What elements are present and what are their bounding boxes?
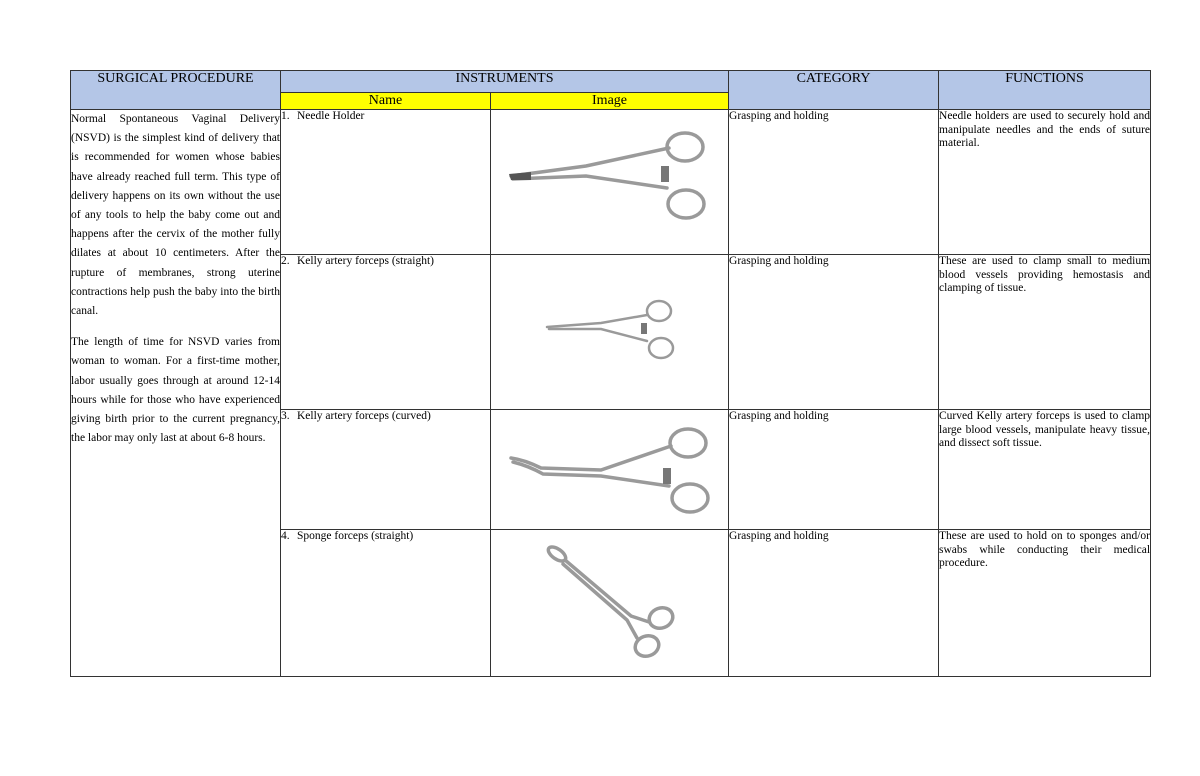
header-functions: FUNCTIONS [939, 71, 1151, 110]
needle-holder-ring-lower [668, 190, 704, 218]
needle-holder-ratchet [661, 166, 669, 182]
instrument-category: Grasping and holding [729, 110, 939, 255]
instrument-number: 3. [281, 410, 290, 422]
header-category: CATEGORY [729, 71, 939, 110]
sponge-forceps-ring-upper [646, 604, 675, 631]
instrument-name-cell [281, 110, 491, 255]
instrument-number: 2. [281, 255, 290, 267]
instrument-number: 1. [281, 110, 290, 122]
instrument-function: These are used to clamp small to medium blood vessels providing hemostasis and clamping of tissue. [939, 255, 1151, 410]
kelly-curved-image [491, 410, 729, 530]
needle-holder-tip [509, 172, 531, 180]
procedure-paragraph-1: Normal Spontaneous Vaginal Delivery (NSVD) is the simplest kind of delivery that is recommended for women whose babies have already reached full term. This type of delivery happens on its own without the use of any tools to help the baby come out and happens after the cervix of the mother fully dilates at about 10 centimeters. After the rupture of membranes, strong uterine contractions help push the baby into the birth canal. [71, 113, 280, 318]
instrument-image-cell [491, 255, 729, 410]
instrument-number: 4. [281, 530, 290, 542]
subheader-name: Name [281, 93, 491, 110]
kelly-straight-ratchet [641, 323, 647, 334]
instrument-category: Grasping and holding [729, 530, 939, 677]
kelly-curved-ratchet [663, 468, 671, 484]
header-surgical-procedure: SURGICAL PROCEDURE [71, 71, 281, 110]
kelly-straight-shank-upper [547, 315, 647, 327]
header-instruments: INSTRUMENTS [281, 71, 729, 93]
instrument-name-cell [281, 255, 491, 410]
instrument-category: Grasping and holding [729, 410, 939, 530]
kelly-curved-ring-lower [672, 484, 708, 512]
instrument-name: Kelly artery forceps (curved) [297, 410, 431, 422]
kelly-curved-shank-upper [511, 446, 671, 470]
kelly-straight-image [491, 255, 729, 410]
kelly-straight-shank-lower [549, 329, 647, 341]
instrument-image-cell [491, 110, 729, 255]
instrument-function: Needle holders are used to securely hold and manipulate needles and the ends of suture material. [939, 110, 1151, 255]
instrument-table [70, 70, 1151, 677]
kelly-straight-ring-upper [647, 301, 671, 321]
instrument-name: Kelly artery forceps (straight) [297, 255, 434, 267]
instrument-function: Curved Kelly artery forceps is used to clamp large blood vessels, manipulate heavy tissue, and dissect soft tissue. [939, 410, 1151, 530]
instrument-image-cell [491, 410, 729, 530]
instrument-function: These are used to hold on to sponges and/or swabs while conducting their medical procedure. [939, 530, 1151, 677]
subheader-image: Image [491, 93, 729, 110]
procedure-paragraph-2: The length of time for NSVD varies from woman to woman. For a first-time mother, labor usually goes through at around 12-14 hours while for those who have experienced giving birth prior to the current pregnancy, the labor may only last at about 6-8 hours. [71, 336, 280, 445]
sponge-forceps-shank-upper [565, 560, 649, 622]
sponge-forceps-shank-lower [563, 564, 637, 638]
needle-holder-image [491, 110, 729, 255]
kelly-curved-ring-upper [670, 429, 706, 457]
needle-holder-ring-upper [667, 133, 703, 161]
instrument-name-cell [281, 530, 491, 677]
instrument-name-cell [281, 410, 491, 530]
instrument-name: Needle Holder [297, 110, 365, 122]
instrument-category: Grasping and holding [729, 255, 939, 410]
needle-holder-shank-lower [513, 176, 667, 188]
instrument-name: Sponge forceps (straight) [297, 530, 414, 542]
needle-holder-shank-upper [511, 148, 669, 176]
kelly-straight-ring-lower [649, 338, 673, 358]
procedure-description [71, 110, 281, 677]
sponge-forceps-image [491, 530, 729, 677]
instrument-image-cell [491, 530, 729, 677]
